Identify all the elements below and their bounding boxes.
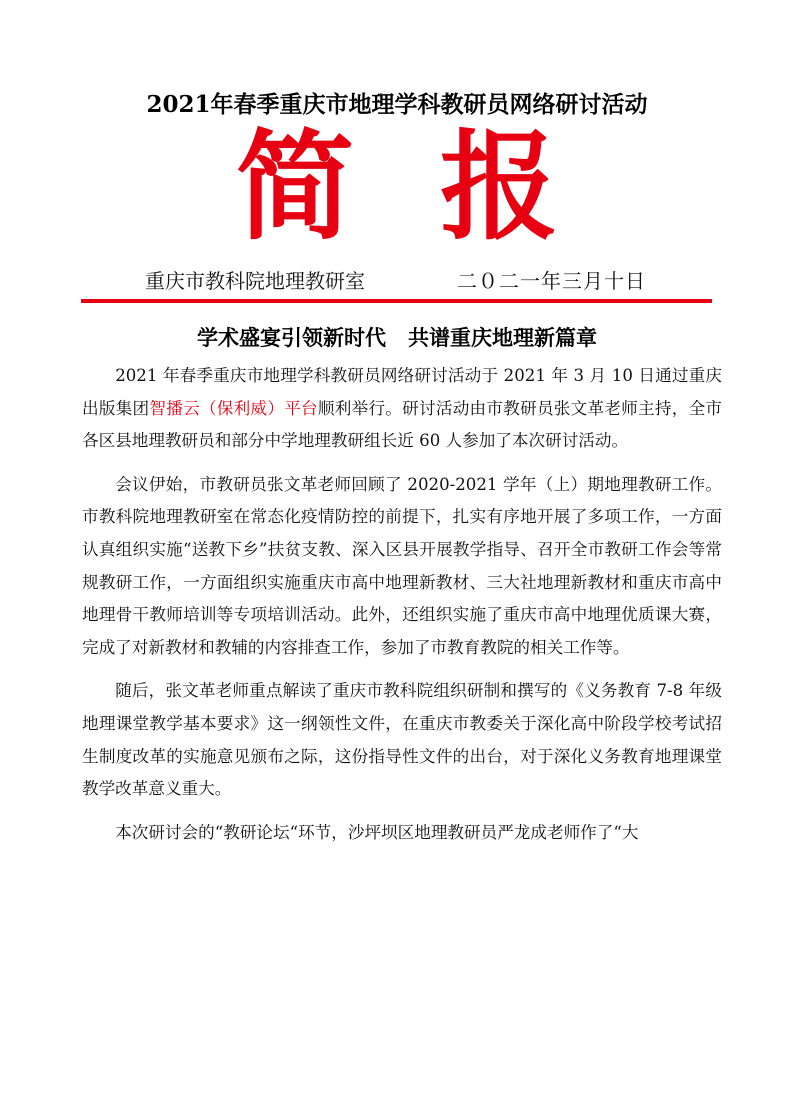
document-title: 2021年春季重庆市地理学科教研员网络研讨活动 bbox=[146, 91, 648, 118]
paragraph-4: 本次研讨会的“教研论坛“环节，沙坪坝区地理教研员严龙成老师作了“大 bbox=[115, 822, 639, 842]
bulletin-masthead bbox=[0, 117, 794, 256]
issuer-name: 重庆市教科院地理教研室 bbox=[145, 269, 365, 293]
masthead-char-jian: 简 bbox=[236, 117, 355, 256]
paragraph-1 bbox=[82, 360, 722, 458]
issue-date: 二０二一年三月十日 bbox=[457, 269, 646, 293]
headline-part-1: 学术盛宴引领新时代 bbox=[197, 326, 386, 350]
paragraph-1-end: 顺利举行。研讨活动由市教研员张文革老师主持，全市各区县地理教研员和部分中学地理教研组长近 60 人参加了本次研讨活动。 bbox=[82, 398, 723, 451]
red-divider bbox=[81, 299, 712, 303]
paragraph-2: 会议伊始，市教研员张文革老师回顾了 2020-2021 学年（上）期地理教研工作。市教科院地理教研室在常态化疫情防控的前提下，扎实有序地开展了多项工作，一方面认真组织实施“送教下乡”扶贫支教、深入区县开展教学指导、召开全市教研工作会等常规教研工作，一方面组织实施重庆市高中地理新教材、三大社地理新教材和重庆市高中地理骨干教师培训等专项培训活动。此外，还组织实施了重庆市高中地理优质课大赛，完成了对新教材和教辅的内容排查工作，参加了市教育教院的相关工作等。 bbox=[82, 474, 722, 657]
article-headline bbox=[0, 322, 794, 352]
issuer-line bbox=[0, 266, 794, 296]
paragraph-3: 随后，张文革老师重点解读了重庆市教科院组织研制和撰写的《义务教育 7-8 年级地理课堂教学基本要求》这一纲领性文件，在重庆市教委关于深化高中阶段学校考试招生制度改革的实施意见颁布之际，这份指导性文件的出台，对于深化义务教育地理课堂教学改革意义重大。 bbox=[82, 681, 722, 799]
platform-name-highlight: 智播云（保利威）平台 bbox=[149, 398, 318, 418]
paragraph-1-start: 2021 年春季重庆市地理学科教研员网络研讨活动于 2021 年 3 月 10 日通过重庆出版集团 bbox=[82, 366, 722, 418]
masthead-char-bao: 报 bbox=[440, 117, 559, 256]
headline-part-2: 共谱重庆地理新篇章 bbox=[408, 326, 597, 350]
article-body bbox=[82, 360, 722, 860]
